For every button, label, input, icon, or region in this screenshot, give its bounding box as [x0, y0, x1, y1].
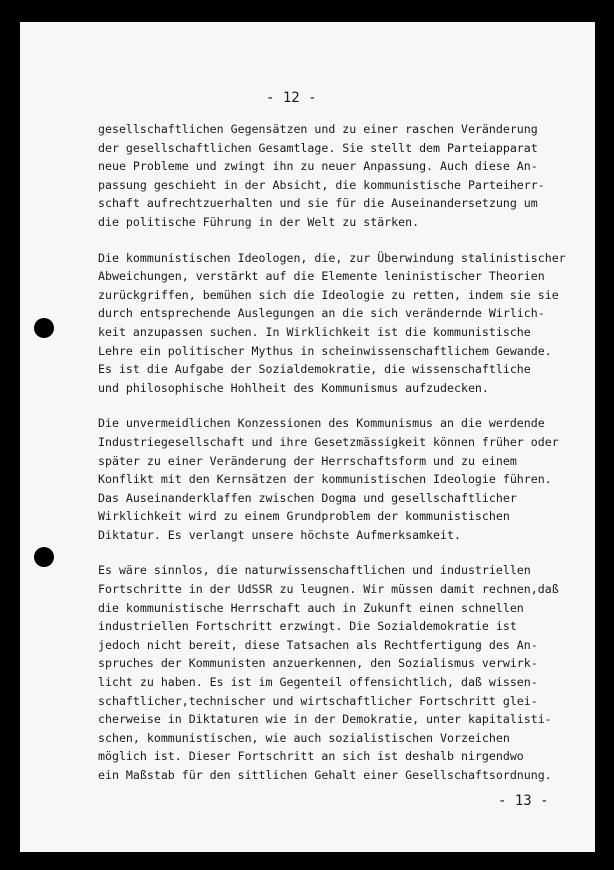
- text-line: schaftlicher,technischer und wirtschaftlicher Fortschritt glei-: [98, 693, 538, 708]
- text-line: Wirklichkeit wird zu einem Grundproblem der kommunistischen: [98, 509, 510, 524]
- text-line: später zu einer Veränderung der Herrschaftsform und zu einem: [98, 453, 517, 468]
- text-line: keit anzupassen suchen. In Wirklichkeit ist die kommunistische: [98, 324, 531, 339]
- text-line: gesellschaftlichen Gegensätzen und zu einer raschen Veränderung: [98, 122, 538, 136]
- text-line: cherweise in Diktaturen wie in der Demokratie, unter kapitalisti-: [98, 712, 552, 727]
- body-text: [98, 120, 578, 802]
- text-line: die politische Führung in der Welt zu stärken.: [98, 214, 420, 229]
- punch-hole-upper: [34, 318, 54, 338]
- text-line: Das Auseinanderklaffen zwischen Dogma und gesellschaftlicher: [98, 490, 517, 505]
- punch-hole-lower: [34, 547, 54, 567]
- text-line: durch entsprechende Auslegungen an die sich verändernde Wirlich-: [98, 306, 545, 321]
- text-line: möglich ist. Dieser Fortschritt an sich ist deshalb nirgendwo: [98, 749, 524, 764]
- text-line: Es ist die Aufgabe der Sozialdemokratie, die wissenschaftliche: [98, 362, 531, 377]
- paragraph-3: [98, 414, 578, 544]
- text-line: zurückgriffen, bemühen sich die Ideologie zu retten, indem sie sie: [98, 287, 559, 302]
- text-line: Fortschritte in der UdSSR zu leugnen. Wir müssen damit rechnen,daß: [98, 582, 559, 597]
- document-page: [20, 22, 595, 852]
- page-number-bottom: - 13 -: [498, 793, 549, 809]
- text-line: Die unvermeidlichen Konzessionen des Kommunismus an die werdende: [98, 416, 545, 431]
- text-line: Diktatur. Es verlangt unsere höchste Aufmerksamkeit.: [98, 527, 461, 542]
- text-line: jedoch nicht bereit, diese Tatsachen als Rechtfertigung des An-: [98, 637, 538, 652]
- text-line: passung geschieht in der Absicht, die kommunistische Parteiherr-: [98, 177, 545, 192]
- text-line: Abweichungen, verstärkt auf die Elemente leninistischer Theorien: [98, 269, 545, 284]
- paragraph-2: [98, 249, 578, 398]
- text-line: neue Probleme und zwingt ihn zu neuer Anpassung. Auch diese An-: [98, 159, 538, 174]
- text-line: Industriegesellschaft und ihre Gesetzmässigkeit können früher oder: [98, 434, 559, 449]
- text-line: Lehre ein politischer Mythus in scheinwissenschaftlichem Gewande.: [98, 343, 552, 358]
- text-line: licht zu haben. Es ist im Gegenteil offensichtlich, daß wissen-: [98, 675, 538, 690]
- text-line: Die kommunistischen Ideologen, die, zur Überwindung stalinistischer: [98, 250, 566, 265]
- text-line: schen, kommunistischen, wie auch sozialistischen Vorzeichen: [98, 730, 510, 745]
- paragraph-1: [98, 120, 578, 232]
- text-line: und philosophische Hohlheit des Kommunismus aufzudecken.: [98, 380, 489, 395]
- text-line: der gesellschaftlichen Gesamtlage. Sie stellt dem Parteiapparat: [98, 140, 538, 155]
- text-line: schaft aufrechtzuerhalten und sie für die Auseinandersetzung um: [98, 196, 538, 211]
- text-line: ein Maßstab für den sittlichen Gehalt einer Gesellschaftsordnung.: [98, 768, 552, 782]
- text-line: spruches der Kommunisten anzuerkennen, den Sozialismus verwirk-: [98, 656, 538, 671]
- text-line: industriellen Fortschritt erzwingt. Die Sozialdemokratie ist: [98, 619, 517, 634]
- text-line: die kommunistische Herrschaft auch in Zukunft einen schnellen: [98, 600, 524, 615]
- paragraph-4: [98, 561, 578, 784]
- text-line: Konflikt mit den Kernsätzen der kommunistischen Ideologie führen.: [98, 472, 552, 487]
- page-number-top: - 12 -: [266, 90, 317, 106]
- text-line: Es wäre sinnlos, die naturwissenschaftlichen und industriellen: [98, 563, 531, 578]
